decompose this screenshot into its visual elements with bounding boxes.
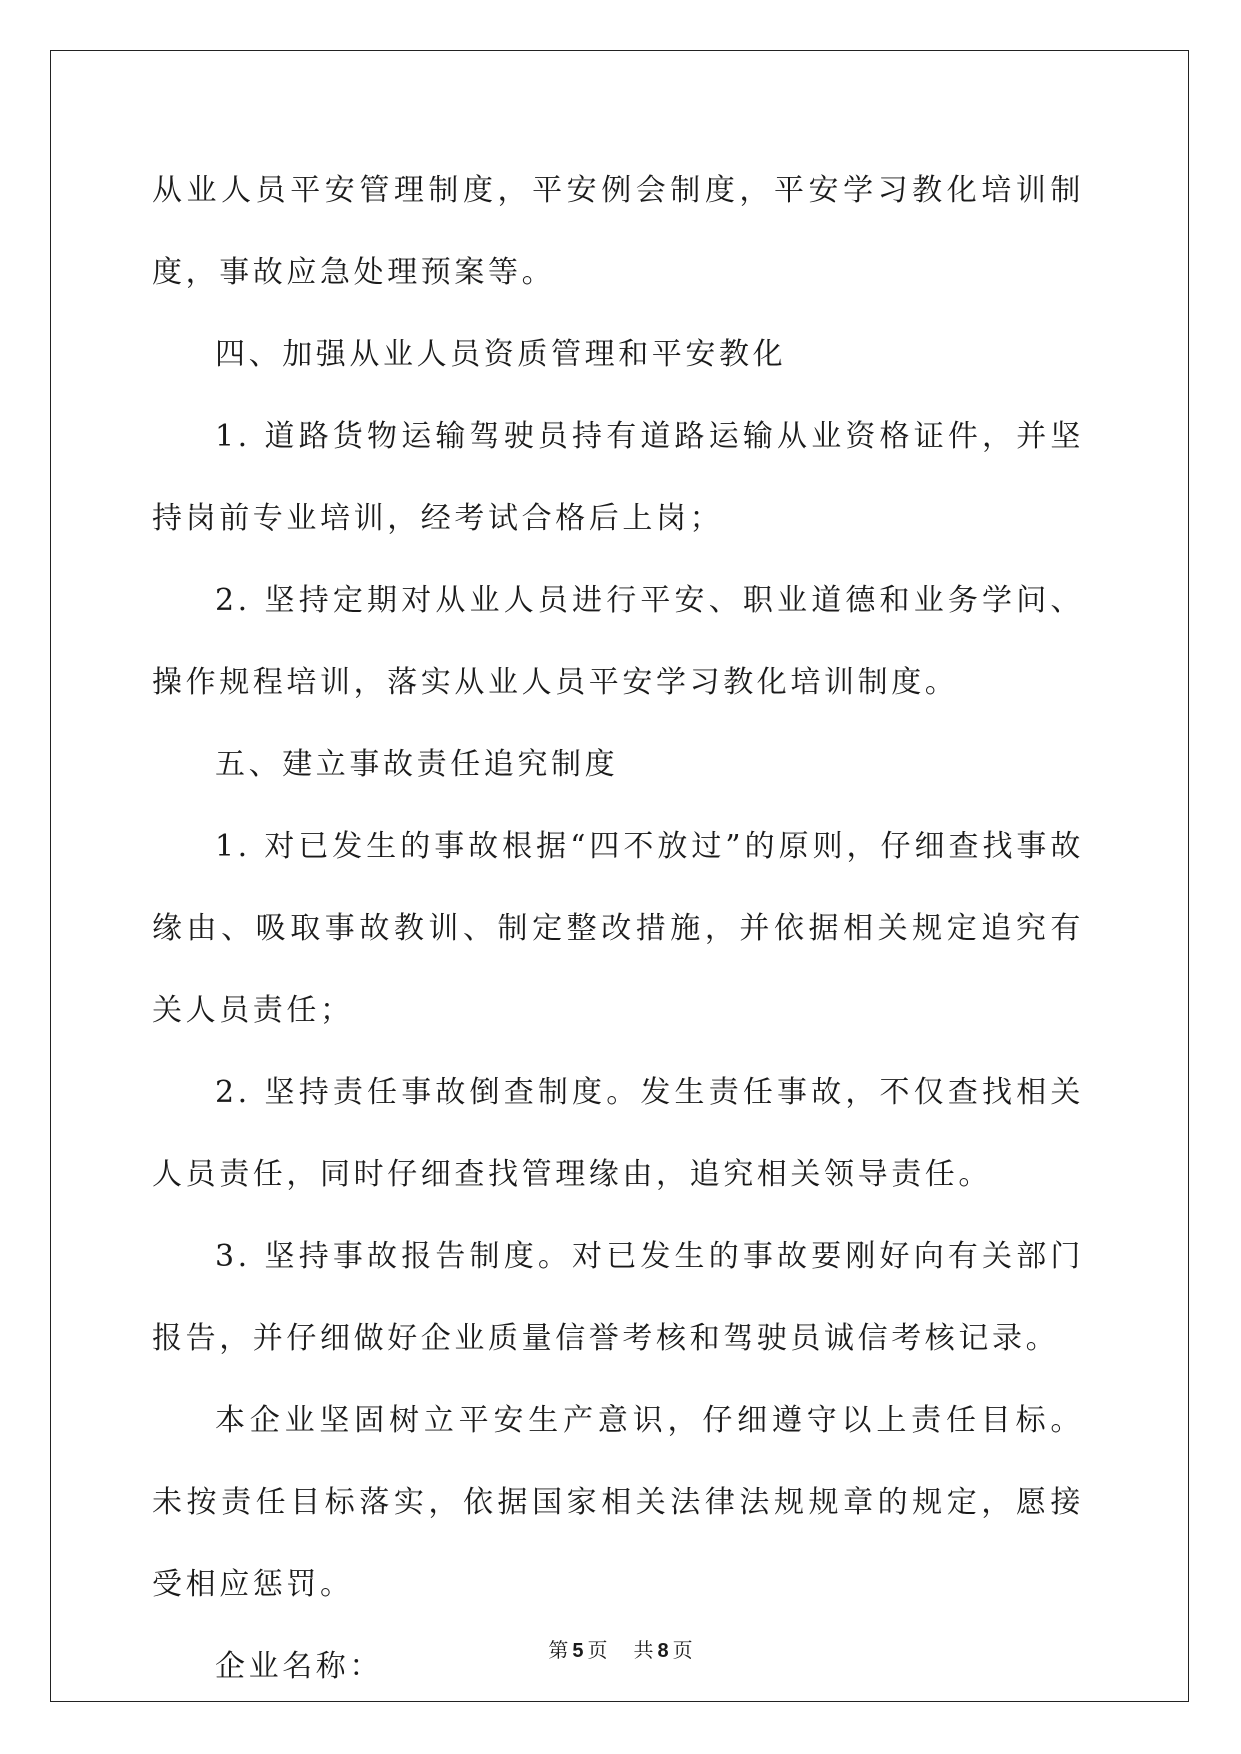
paragraph-1: 从业人员平安管理制度，平安例会制度，平安学习教化培训制度，事故应急处理预案等。	[152, 173, 1084, 290]
paragraph-5-3: 3. 坚持事故报告制度。对已发生的事故要刚好向有关部门报告，并仔细做好企业质量信誉考核和驾驶员诚信考核记录。	[152, 1239, 1084, 1356]
page-current: 5	[572, 1640, 584, 1662]
document-body	[152, 150, 1084, 1708]
page-total: 8	[657, 1640, 669, 1662]
closing-paragraph: 本企业坚固树立平安生产意识，仔细遵守以上责任目标。未按责任目标落实，依据国家相关法律法规规章的规定，愿接受相应惩罚。	[152, 1403, 1084, 1602]
company-name-label: 企业名称：	[215, 1649, 383, 1684]
paragraph-5-1: 1. 对已发生的事故根据“四不放过”的原则，仔细查找事故缘由、吸取事故教训、制定整改措施，并依据相关规定追究有关人员责任；	[152, 829, 1084, 1028]
page-footer	[0, 1634, 1241, 1663]
paragraph-5-2: 2. 坚持责任事故倒查制度。发生责任事故，不仅查找相关人员责任，同时仔细查找管理缘由，追究相关领导责任。	[152, 1075, 1084, 1192]
paragraph-4-1: 1. 道路货物运输驾驶员持有道路运输从业资格证件，并坚持岗前专业培训，经考试合格后上岗；	[152, 419, 1084, 536]
paragraph-4-2: 2. 坚持定期对从业人员进行平安、职业道德和业务学问、操作规程培训，落实从业人员平安学习教化培训制度。	[152, 583, 1084, 700]
page-suffix: 页	[587, 1638, 608, 1662]
total-suffix: 页	[672, 1638, 693, 1662]
total-prefix: 共	[633, 1638, 654, 1662]
section-heading-5: 五、建立事故责任追究制度	[215, 747, 619, 782]
section-heading-4: 四、加强从业人员资质管理和平安教化	[215, 337, 787, 372]
page-prefix: 第	[548, 1638, 569, 1662]
